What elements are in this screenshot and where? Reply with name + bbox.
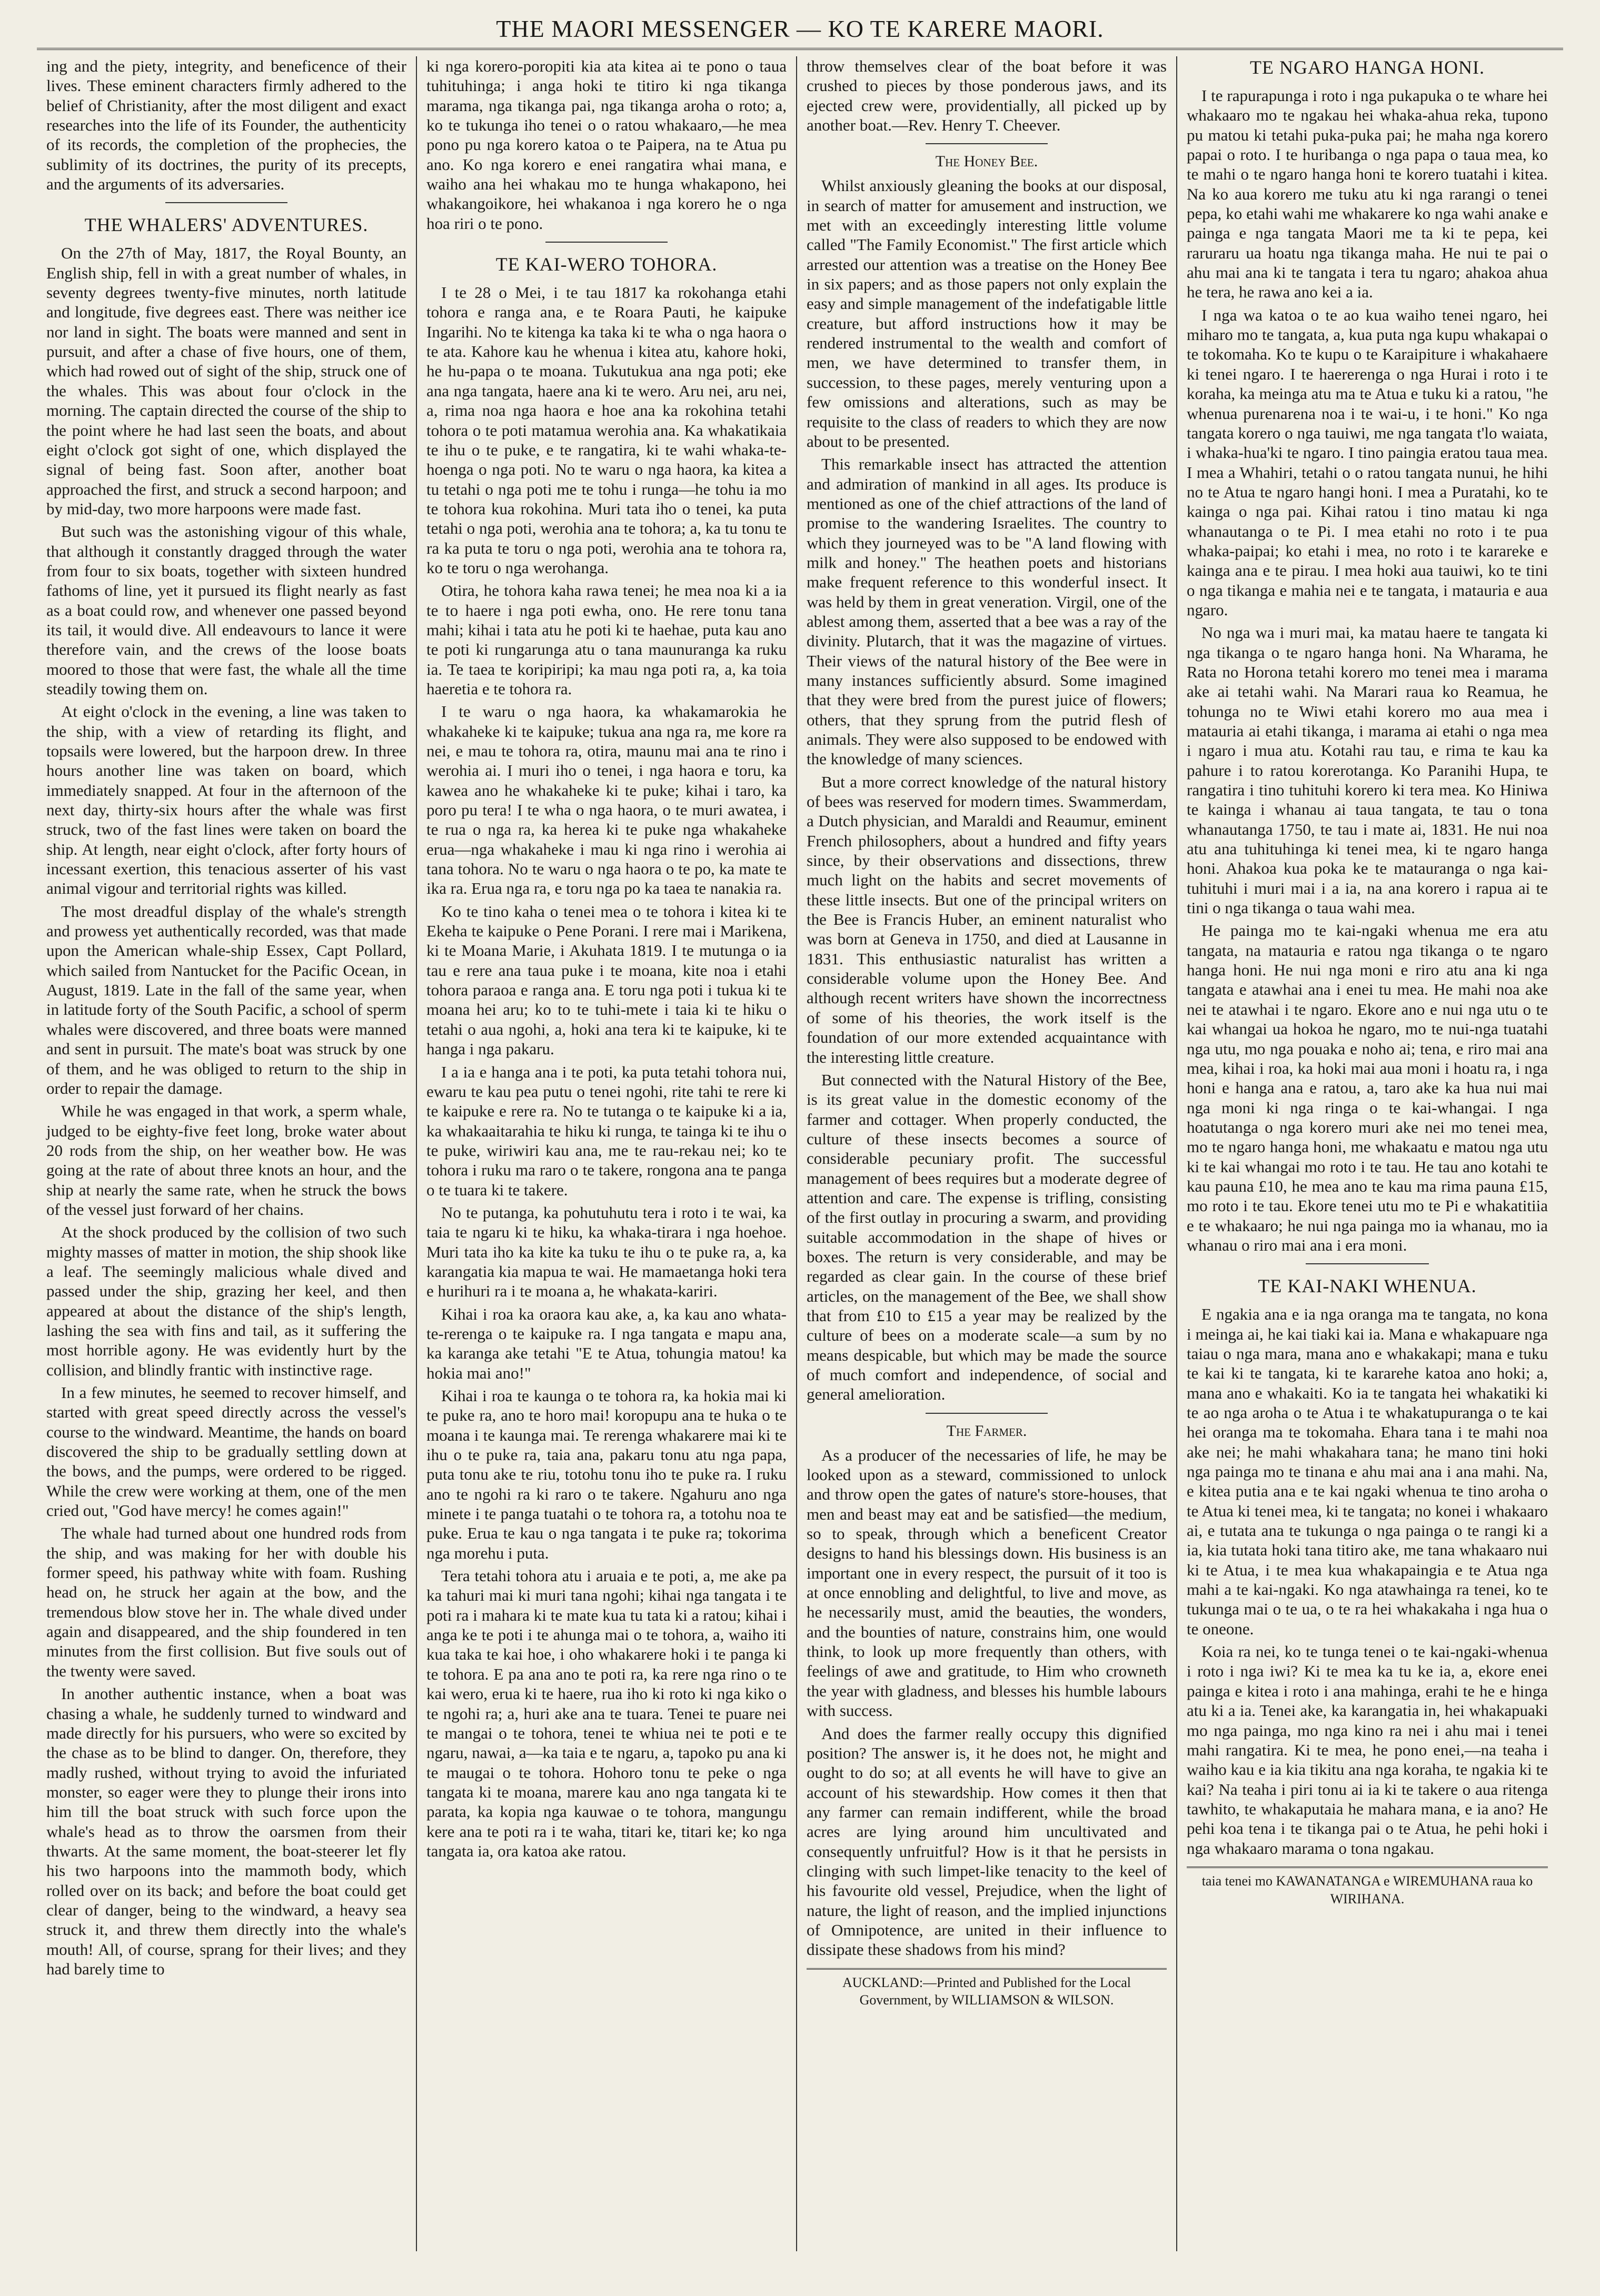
paragraph: Kihai i roa ka oraora kau ake, a, ka kau ano whata-te-rerenga o te kaipuke ra. I nga tangata e mapu ana, ka karanga ake tetahi "E te Atua, tohungia matou! ka hokia mai ano!" (426, 1304, 787, 1382)
paragraph: Ko te tino kaha o tenei mea o te tohora i kitea ki te Ekeha te kaipuke o Pene Porani. I rere mai i Marikena, ki te Moana Marie, i Akuhata 1819. I te mutunga o ia tau e rere ana taua puke i te moana, kite noa i etahi tohora paraoa e ranga ana. E toru nga poti i tukua ki te moana hei aru; ko to te tuhi-mete i taia ki te hiku o tetahi o aua ngohi, a, hoki ana tera ki te kaipuke, ki te hanga i nga pakaru. (426, 902, 787, 1059)
article-continuation: ing and the piety, integrity, and beneficence of their lives. These eminent characters firmly adhered to the belief of Christianity, after the most diligent and exact researches into the life of its Founder, the authenticity of its records, the completion of the prophecies, the sublimity of its doctrines, the purity of its precepts, and the arguments of its adversaries. (46, 57, 406, 194)
paragraph: In another authentic instance, when a boat was chasing a whale, he suddenly turned to windward and made directly for his pursuers, who were so excited by the chase as to be blind to danger. On, therefore, they madly rushed, without trying to avoid the infuriated monster, so eager were they to plunge their irons into him till the boat struck with such force upon the whale's head as to throw the oarsmen from their thwarts. At the same moment, the boat-steerer let fly his two harpoons into the mammoth body, which rolled over on its back; and before the boat could get clear of danger, being to the windward, a heavy sea struck it, and threw them directly into the whale's mouth! All, of course, sprang for their lives; and they had barely time to (46, 1684, 406, 1978)
paragraph: At eight o'clock in the evening, a line was taken to the ship, with a view of retarding its flight, and topsails were lowered, but the harpoon drew. In three hours another line was taken on board, which immediately snapped. At four in the afternoon of the next day, thirty-six hours after the whale was first struck, two of the fast lines were taken on board the ship. At length, near eight o'clock, after forty hours of incessant exertion, this tenacious asserter of his vast animal vigour and territorial rights was killed. (46, 702, 406, 898)
paragraph: And does the farmer really occupy this dignified position? The answer is, it he does not, he might and ought to do so; at all events he will have to give an account of his stewardship. How comes it then that any farmer can remain indifferent, while the broad acres are lying around him uncultivated and consequently unfruitful? How is it that he persists in clinging with such limpet-like tenacity to the keel of his favourite old vessel, Prejudice, when the light of nature, the light of reason, and the implied injunctions of Omnipotence, are united in their influence to dissipate these shadows from his mind? (807, 1724, 1167, 1959)
paragraph: The most dreadful display of the whale's strength and prowess yet authentically recorded, was that made upon the American whale-ship Essex, Capt Pollard, which sailed from Nantucket for the Pacific Ocean, in August, 1819. Late in the fall of the same year, when in latitude forty of the South Pacific, a school of sperm whales were discovered, and three boats were manned and sent in pursuit. The mate's boat was struck by one of them, and he was obliged to return to the ship in order to repair the damage. (46, 902, 406, 1097)
paragraph: While he was engaged in that work, a sperm whale, judged to be eighty-five feet long, broke water about 20 rods from the ship, on her weather bow. He was going at the rate of about three knots an hour, and the ship at nearly the same rate, when he struck the bows of the vessel just forward of her chains. (46, 1102, 406, 1219)
paragraph: As a producer of the necessaries of life, he may be looked upon as a steward, commissioned to unlock and throw open the gates of nature's store-houses, that men and beast may eat and be satisfied—the medium, so to speak, through which a beneficent Creator designs to hand his blessings down. His business is an important one in every respect, the pursuit of it too is at once ennobling and delightful, to live and move, as he necessarily must, amid the beauties, the wonders, and the bounties of nature, constrains him, one would think, to look up more frequently than others, with feelings of awe and gratitude, to Him who crowneth the year with gladness, and blesses his humble labours with success. (807, 1445, 1167, 1720)
paragraph: I te waru o nga haora, ka whakamarokia he whakaheke ki te kaipuke; tukua ana nga ra, me kore ra nei, e mau te tohora ra, otira, maunu mai ana te rino i werohia ai. I muri iho o tenei, i nga haora e toru, ka kawea ano he whakaheke ki te puke; kihai i taro, ka poro pu tera! I te wha o nga haora, o te muri awatea, i te rua o nga ra, ka herea ki te puke nga whakaheke erua—nga whakaheke i mau ki nga rino i werohia ai tana tohora. No te waru o nga haora o te po, ka mate te ika ra. Erua nga ra, e toru nga po ka taea te nanakia ra. (426, 702, 787, 898)
paragraph: I te 28 o Mei, i te tau 1817 ka rokohanga etahi tohora e ranga ana, e te Roara Pauti, he kaipuke Ingarihi. No te kitenga ka taka ki te wha o nga haora o te ata. Kahore kau he whenua i kitea atu, kahore hoki, he hu-papa o te moana. Tukutukua ana nga poti; eke ana nga tangata, haere ana ki te wero. Aru nei, aru nei, a, rima noa nga haora e hoe ana ka rokohina tetahi tohora o te poti matamua werohia ana. Ka whakatikaia te ihu o te puke, e te rangatira, ki te wahi whaka-te-hoenga o nga poti. No te waru o nga haora, ka kitea a tu tetahi o nga poti me te tohu i runga—he tohu ia mo te tohora kua rokohina. Muri tata iho o tenei, ka puta tetahi o nga poti, werohia ana te tohora; a, ka tu tonu te ra ka puta te toru o nga poti, werohia ana te tohora ra, ko te toru o nga werohanga. (426, 283, 787, 577)
paragraph: I a ia e hanga ana i te poti, ka puta tetahi tohora nui, ewaru te kau pea putu o tenei ngohi, rite tahi te rere ki te kaipuke e rere ra. No te tutanga o te kaipuke ki a ia, ka whakaaitarahia te hiku ki runga, te tainga ki te ihu o te puke, wiriwiri kau ana, me te rau-rekau nei; ko te tohora i ruku ma raro o te takere, rongona ana te panga o te tuara ki te takere. (426, 1062, 787, 1199)
divider (926, 1413, 1048, 1414)
article-heading: TE KAI-NAKI WHENUA. (1258, 1275, 1477, 1297)
paragraph: Whilst anxiously gleaning the books at our disposal, in search of matter for amusement and instruction, we met with an exceedingly interesting little volume called "The Family Economist." The first article which arrested our attention was a treatise on the Honey Bee in six papers; and as those papers not only explain the easy and simple management of the indefatigable little creature, but afford instructions how it may be rendered instrumental to the wealth and comfort of men, we have determined to transfer them, in succession, to these pages, merely venturing upon a few omissions and alterations, such as may be requisite to the class of readers to which they are now about to be presented. (807, 176, 1167, 451)
paragraph: I nga wa katoa o te ao kua waiho tenei ngaro, hei miharo mo te tangata, a, kua puta nga kupu whakapai o te tokomaha. Ko te kupu o te Karaipiture i whakahaere ki tenei ngaro. I te haererenga o nga Hurai i roto i te koraha, ka meinga atu ma te Atua e tuku ki a ratou, "he whenua purenarena noa i te wai-u, i te honi." Ko nga tangata korero o nga tauiwi, me nga tangata t'lo waiata, i whaka-hua'ki te ngaro. I tino paingia eratou taua mea. I mea a Whahiri, tetahi o o ratou tangata nunui, he hihi no te Atua te ngaro hangi honi. I mea a Puratahi, ko te kainga o nga pai. Kihai ratou i tino matau ki nga whanautanga o te Pi. I mea etahi no roto i te pua whaka-paipai; ko etahi i mea, no roto i te karareke e kainga ana e te pirau. I mea hoki aua tauiwi, ko te tini o nga tikanga e mahia nei e te tangata, i matauria e aua ngaro. (1187, 305, 1548, 619)
paragraph: In a few minutes, he seemed to recover himself, and started with great speed directly across the vessel's course to the windward. Meantime, the hands on board discovered the ship to be gradually settling down at the bows, and the pumps, were ordered to be rigged. While the crew were working at them, one of the men cried out, "God have mercy! he comes again!" (46, 1383, 406, 1520)
paragraph: E ngakia ana e ia nga oranga ma te tangata, no kona i meinga ai, he kai tiaki kai ia. Mana e whakapuare nga taiau o nga mara, mana ano e whakakapi; mana e tuku te kai ki te tangata, ki te kararehe katoa ano hoki; a, mana ano e whakaiti. Ko ia te tangata hei whakatiki ki te ao nga aroha o te Atua i te whakatupuranga o te kai hei oranga ma te tokomaha. Ehara tana i te mahi noa ake nei; he mahi whakahara tana; he mano tini hoki nga painga mo te tinana e ahu mai ana i ana mahi. Na, e kitea putia ana e te kai ngaki whenua te tino aroha o te Atua ki tenei mea, ki te tangata; no konei i whakaaro ai, e tutata ana te tukunga o nga painga o te rangi ki a ia, kia tutata hoki tana titiro ake, me tana whakaaro nui ki te Atua, i te mea kua whakapaingia e te Atua nga mahi a te kai-ngaki. Ko nga atawhainga ra tenei, ko te tukunga mai o te ua, o te ra hei whakakaha i nga hua o te oneone. (1187, 1305, 1548, 1638)
paragraph: I te rapurapunga i roto i nga pukapuka o te whare hei whakaaro mo te ngakau hei whaka-ahua reka, tupono pu matou ki tetahi puka-puka pai; he maha nga korero papai o roto. I te huribanga o nga papa o taua mea, ko te mahi o te ngaro hanga honi te korero tuatahi i kitea. Na ko aua korero me tuku atu ki nga rarangi o tenei pepa, ko etahi wahi me whakarere ko nga wahi anake e painga e nga tangata Maori me ta ki te pepa, kei raruraru ua hoatu nga tikanga maha. He nui te pai o ahu mai ana ki te tangata i tera tu ngaro; ahakoa ahua he tera, he rawa ano kei a ia. (1187, 86, 1548, 302)
paragraph: Tera tetahi tohora atu i aruaia e te poti, a, me ake pa ka tahuri mai ki muri tana ngohi; kihai nga tangata i te poti ra i mahara ki te mate kua tu tata ki a ratou; kihai i anga ke te poti i te ahunga mai o te tohora, a, waiho iti kua taka te kai hoe, i oho whakarere hoki i te panga ki te tohora. E pa ana ano te poti ra, ka rere nga rino o te kai wero, erua ki te haere, rua iho ki roto ki nga kiko o te ngohi ra; a, huri ake ana te tuara. Tenei te puare nei te mangai o te tohora, tenei te whiua nei te poti e te ngaru, nawai, a—ka taia e te ngaru, a, tapoko pu ana ki te maugai o te tohora. Hohoro tonu te peke o nga tangata ki te moana, marere kau ano nga tangata ki te parata, ka kopia nga kauwae o te tohora, mangungu kere ana te poti ra i te waha, titari ke, titari ke; ko nga tangata ia, ora katoa ake ratou. (426, 1566, 787, 1860)
divider (926, 143, 1048, 144)
article-heading: The Honey Bee. (935, 153, 1038, 171)
masthead: THE MAORI MESSENGER — KO TE KARERE MAORI. (37, 15, 1563, 50)
paragraph: But connected with the Natural History of the Bee, is its great value in the domestic economy of the farmer and cottager. When properly conducted, the culture of these insects becomes a source of considerable pecuniary profit. The successful management of bees requires but a moderate degree of attention and care. The expense is trifling, consisting of the first outlay in procuring a swarm, and providing suitable accommodation in the shape of hives or boxes. The return is very considerable, and may be regarded as clear gain. In the course of these brief articles, on the management of the Bee, we shall show that from £10 to £15 a year may be realized by the culture of bees on a moderate scale—a sum by no means despicable, but which may be made the source of much comfort and independence, of social and general amelioration. (807, 1070, 1167, 1404)
imprint-footer: AUCKLAND:—Printed and Published for the Local Government, by WILLIAMSON & WILSON. (807, 1968, 1167, 2010)
paragraph: The whale had turned about one hundred rods from the ship, and was making for her with double his former speed, his pathway white with foam. Rushing head on, he struck her again at the bow, and the tremendous blow stove her in. The whale dived under again and disappeared, and the ship foundered in ten minutes from the first collision. But five souls out of the twenty were saved. (46, 1524, 406, 1680)
paragraph: He painga mo te kai-ngaki whenua me era atu tangata, na matauria e ratou nga tikanga o te ngaro hanga honi. He nui nga moni e riro atu ana ki nga tangata e atawhai ana i enei tu mea. He mahi noa ake nei te atawhai i te ngaro. Ekore ano e nui nga utu o te kai whangai ua hokoa he ngaro, mo te nui-nga tuatahi nga utu, mo nga pouaka e noho ai; tena, e riro mai ana mea, kihai i roa, ka hoki mai aua moni i hoatu ra, i nga honi e hanga ana e ratou, a, taro ake ka hua nui mai nga moni ki nga ringa o te kai-whangai. I nga hoatutanga o nga korero muri ake nei mo tenei mea, mo te ngaro hanga honi, me whakaatu e matou nga utu ki te kai whangai mo roto i te tau. He tau ano kotahi te kau pauna £10, he mea ano te kau ma rima pauna £15, mo roto i te tau. Ekore tenei utu mo te Pi e whakatitiia e te whakaaro; he nui nga painga mo ia whanau, mo ia whanau o riro mai ana i era moni. (1187, 921, 1548, 1254)
article-heading: TE NGARO HANGA HONI. (1250, 57, 1485, 78)
imprint-footer: taia tenei mo KAWANATANGA e WIREMUHANA raua ko WIRIHANA. (1187, 1866, 1548, 1908)
paragraph: At the shock produced by the collision of two such mighty masses of matter in motion, the ship shook like a leaf. The seemingly malicious whale dived and passed under the ship, grazing her keel, and then appeared at about the distance of the ship's length, lashing the sea with fins and tail, as it suffering the most horrible agony. He was evidently hurt by the collision, and blindly frantic with instinctive rage. (46, 1223, 406, 1379)
paragraph: No te putanga, ka pohutuhutu tera i roto i te wai, ka taia te ngaru ki te hiku, ka whaka-tirara i nga hoehoe. Muri tata iho ka kite ka tuku te ihu o te puke ra, a, ka karangatia kia mapua te wai. He mamaetanga hoki tera e hurihuri ra i te moana a, he whakata-kariri. (426, 1203, 787, 1301)
paragraph: Otira, he tohora kaha rawa tenei; he mea noa ki a ia te to haere i nga poti ewha, ono. He rere tonu tana mahi; kihai i tata atu he poti ki te haehae, puta kau ano te poti ki rungarunga atu o tana maunuranga ka ruku ia. Te taea te koripiripi; ka mau nga poti ra, a, ka toia haeretia e te tohora ra. (426, 581, 787, 698)
paragraph: This remarkable insect has attracted the attention and admiration of mankind in all ages. Its produce is mentioned as one of the chief attractions of the land of promise to the wandering Israelites. The country to which they journeyed was to be "A land flowing with milk and honey." The heathen poets and historians make frequent reference to this wonderful insect. It was held by them in great veneration. Virgil, one of the ablest among them, asserted that a bee was a ray of the divinity. Plutarch, that it was the magazine of virtues. Their views of the natural history of the Bee were in many instances sufficiently absurd. Some imagined that they were bred from the purest juice of flowers; others, that they sprung from the putrid flesh of animals. They were also supposed to be endowed with the knowledge of many sciences. (807, 455, 1167, 768)
paragraph: But such was the astonishing vigour of this whale, that although it constantly dragged through the water from four to six boats, together with sixteen hundred fathoms of line, yet it pursued its flight nearly as fast as a boat could row, and whenever one passed beyond its tail, it would dive. All endeavours to lance it were therefore vain, and the crews of the loose boats moored to those that were fast, the whale all the time steadily towing them on. (46, 522, 406, 698)
divider (1306, 1263, 1428, 1264)
paragraph: On the 27th of May, 1817, the Royal Bounty, an English ship, fell in with a great number of whales, in seventy degrees twenty-five minutes, north latitude and longitude, five degrees east. There was neither ice nor land in sight. The boats were manned and sent in pursuit, and after a chase of five hours, one of them, which had rowed out of sight of the ship, struck one of the whales. This was about four o'clock in the morning. The captain directed the course of the ship to the point where he had last seen the boats, and about eight o'clock got sight of one, which displayed the signal of being fast. Soon after, another boat approached the first, and struck a second harpoon; and by mid-day, two more harpoons were made fast. (46, 244, 406, 518)
divider (545, 242, 668, 243)
column-3 (797, 56, 1177, 2251)
columns (37, 56, 1563, 2251)
column-4 (1177, 56, 1557, 2251)
column-2 (417, 56, 797, 2251)
paragraph: Koia ra nei, ko te tunga tenei o te kai-ngaki-whenua i roto i nga iwi? Ki te mea ka tu ke ia, a, ekore enei painga e kitea i roto i ana mahinga, erahi te he e hinga atu ki a ia. Tenei ake, ka karangatia in, hei whakapuaki mo nga painga, mo nga kino ra nei i ahu mai i tenei mahi rangatira. Ki te mea, he pono enei,—na teaha i waiho kau e ia kia tikitu ana nga koraha, te ngakia ki te kai? Na teaha i piri tonu ai ia ki te takere o aua ritenga tawhito, te whakaputaia he mahara mana, e ia ano? He pehi koa tena i te tikanga pai o te Atua, he pehi hoki i nga whakaaro marama o tona ngakau. (1187, 1642, 1548, 1858)
column-1 (37, 56, 417, 2251)
article-heading: The Farmer. (946, 1422, 1027, 1440)
divider (165, 202, 288, 203)
paragraph: Kihai i roa te kaunga o te tohora ra, ka hokia mai ki te puke ra, ano te horo mai! koropupu ana te huka o te moana i te kaunga mai. Te rerenga whakarere mai ki te ihu o te puke ra, taia ana, pakaru tonu atu nga papa, puta tonu ake te riu, totohu tonu iho te puke ra. I ruku ano te ngohi ra ki raro o te takere. Ngahuru ano nga minete i te panga tuatahi o te tohora ra, a totohu noa te puke. Erua te kau o nga tangata i te puke ra; tokorima nga morehu i puta. (426, 1386, 787, 1562)
article-continuation: throw themselves clear of the boat before it was crushed to pieces by those ponderous jaws, and its ejected crew were, providentially, all picked up by another boat.—Rev. Henry T. Cheever. (807, 57, 1167, 135)
paragraph: But a more correct knowledge of the natural history of bees was reserved for modern times. Swammerdam, a Dutch physician, and Maraldi and Reaumur, eminent French philosophers, about a hundred and fifty years since, by their observations and dissections, threw much light on the habits and secret movements of these little insects. But one of the principal writers on the Bee is Francis Huber, an eminent naturalist who was born at Geneva in 1750, and died at Lausanne in 1831. This enthusiastic naturalist has written a considerable volume upon the Honey Bee. And although recent writers have shown the incorrectness of some of his theories, the work itself is the foundation of our more extended acquaintance with the interesting little creature. (807, 772, 1167, 1066)
article-continuation: ki nga korero-poropiti kia ata kitea ai te pono o taua tuhituhinga; i anga hoki te titiro ki nga tikanga marama, nga tikanga pai, nga tikanga aroha o roto; a, ko te tukunga iho tenei o o ratou whakaaro,—he mea pono pu nga korero katoa o te Paipera, na te Atua pu ano. Ko nga korero e enei rangatira whai mana, e waiho ana hei whakau mo te hunga whakapono, hei whakangoikore, hei whakanoa i nga korero he o nga hoa riri o te pono. (426, 57, 787, 233)
article-heading: THE WHALERS' ADVENTURES. (84, 214, 369, 236)
paragraph: No nga wa i muri mai, ka matau haere te tangata ki nga tikanga o te ngaro hanga honi. Na Wharama, he Rata no Horona tetahi korero mo tenei mea i marama ake ai tetahi wahi. Na Marari raua ko Reamua, he tohunga no te Wiwi etahi korero mo aua mea i matauria ai etahi tikanga, i marama ai etahi o nga mea i ngaro i mua atu. Kotahi rau tau, e rima te kau ka pahure i to ratou korerotanga. Ko Paranihi Hupa, te rangatira i tino tuhituhi korero ki tera mea. Ko Hiniwa te kainga i whanau ai taua tangata, te tau o tona whanautanga 1750, te tau i mate ai, 1831. He nui noa atu ana tuhituhinga ki tenei mea, ki te ngaro hanga honi. Ahakoa kua poka ke te matauranga o nga kai-tuhituhi i muri mai i a ia, na ana korero i rapua ai te tini o nga tikanga o taua wahi mea. (1187, 623, 1548, 917)
article-heading: TE KAI-WERO TOHORA. (495, 254, 718, 275)
